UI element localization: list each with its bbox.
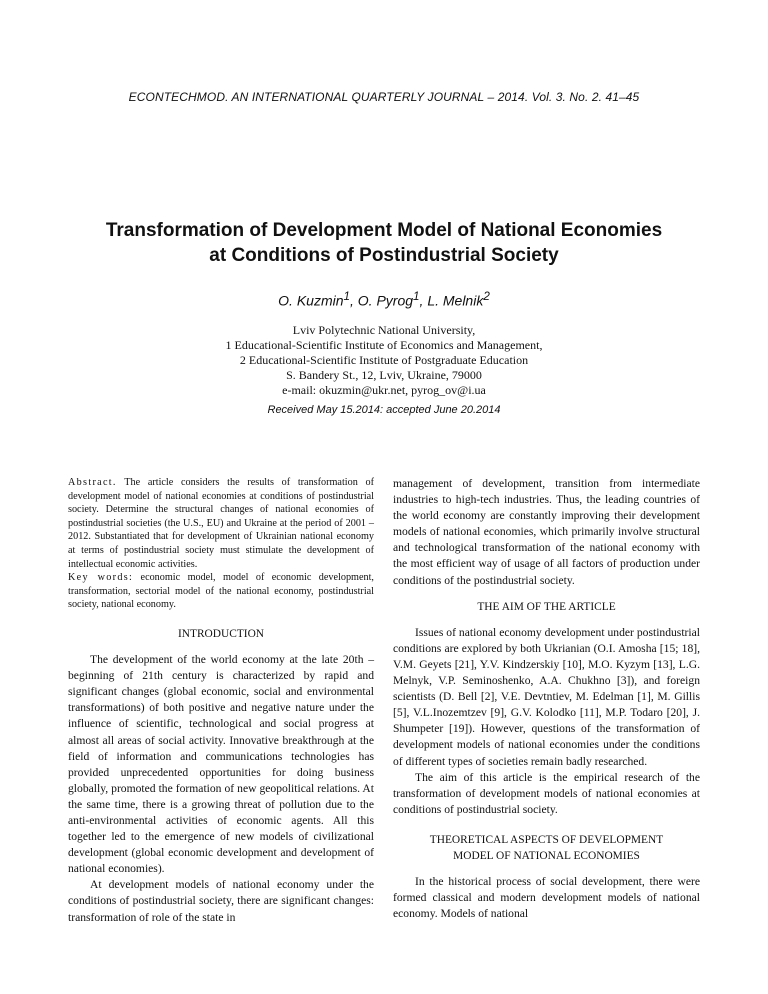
affiliation-line: Lviv Polytechnic National University, <box>292 323 476 337</box>
affiliation <box>0 323 768 398</box>
author-1-affil: 1 <box>343 290 351 303</box>
affiliation-line: e-mail: okuzmin@ukr.net, pyrog_ov@i.ua <box>282 383 486 397</box>
journal-header: ECONTECHMOD. AN INTERNATIONAL QUARTERLY JOURNAL – 2014. Vol. 3. No. 2. 41–45 <box>128 90 640 104</box>
intro-paragraph-2: At development models of national economy under the conditions of postindustrial society, there are significant changes: transformation of role of the state in <box>68 878 374 924</box>
affiliation-line: 1 Educational-Scientific Institute of Economics and Management, <box>225 338 543 352</box>
author-3-affil: 2 <box>483 290 490 303</box>
right-column <box>393 476 700 922</box>
keywords-text: economic model, model of economic development, transformation, sectorial model of the national economy, postindustrial society, national economy. <box>68 572 374 611</box>
intro-paragraph-1: The development of the world economy at the late 20th – beginning of 21th century is characterized by rapid and significant changes (global economic, social and environmental transformations) of both positive and negative nature under the influence of scientific, technological and social progress at almost all areas of social activity. Innovative breakthrough at the field of information and communications technologies has provided unprecedented opportunities for doing business globally, promoted the formation of new geopolitical relations. At the same time, there is a growing threat of pollution due to the anti-environmental activities of economic agents. All this together led to the emergence of new models of civilizational development (global economic development and development of national economies). <box>68 653 374 876</box>
author-1: O. Kuzmin <box>278 292 344 309</box>
affiliation-line: 2 Educational-Scientific Institute of Postgraduate Education <box>239 353 529 367</box>
author-2-affil: 1 <box>413 290 420 303</box>
title-line-1: Transformation of Development Model of National Economies <box>105 220 663 241</box>
title-line-2: at Conditions of Postindustrial Society <box>209 245 559 266</box>
keywords-label: Key words: <box>68 572 134 584</box>
abstract <box>68 476 374 571</box>
paper-title <box>60 218 708 268</box>
abstract-text: The article considers the results of transformation of development model of national economies at conditions of postindustrial society. Determine the structural changes of national economies of postindustrial societies (the U.S., EU) and Ukraine at the period of 2001 – 2012. Substantiated that for development of Ukrainian national economy at terms of postindustrial society must stimulate the development of intellectual economic activities. <box>68 477 374 570</box>
theory-heading-line-1: THEORETICAL ASPECTS OF DEVELOPMENT <box>429 833 664 846</box>
author-3: L. Melnik <box>427 292 484 309</box>
keywords <box>68 571 374 612</box>
intro-paragraph-2-continued: management of development, transition from intermediate industries to high-tech industries. Thus, the leading countries of the world economy are constantly improving their development models of national economies, which primarily involve structural and technological transformation of the national economy with the most efficient way of usage of all factors of production under conditions of the postindustrial society. <box>393 477 700 587</box>
received-date: Received May 15.2014: accepted June 20.2014 <box>267 404 501 416</box>
theory-heading-line-2: MODEL OF NATIONAL ECONOMIES <box>453 849 640 862</box>
authors: O. Kuzmin$^1$, O. Pyrog$^1$, L. Melnik$^2$ <box>278 290 490 309</box>
aim-paragraph-1: Issues of national economy development under postindustrial conditions are explored by both Ukrianian (O.I. Amosha [15; 18], V.M. Geyets [21], Y.V. Kindzerskiy [10], M.O. Kyzym [13], L.G. Melnyk, V.P. Seminoshenko, A.A. Chukhno [3]), and foreign scientists (D. Bell [2], V.E. Devtntiev, M. Edelman [1], M. Gillis [5], V.L.Inozemtzev [9], G.V. Kolodko [11], M.P. Todaro [20], J. Shumpeter [19]). However, questions of the transformation of development models of national economies under the conditions of different types of societies remain badly researched. <box>393 625 700 768</box>
abstract-label: Abstract. <box>68 477 117 488</box>
aim-paragraph-2: The aim of this article is the empirical research of the transformation of development models of national economies at conditions of postindustrial society. <box>393 770 700 816</box>
section-heading-introduction: INTRODUCTION <box>177 627 265 640</box>
left-column <box>68 476 374 926</box>
section-heading-theory <box>393 832 700 864</box>
section-heading-aim: THE AIM OF THE ARTICLE <box>477 600 616 613</box>
theory-paragraph-1: In the historical process of social development, there were formed classical and modern development models of national economy. Models of national <box>393 875 700 921</box>
affiliation-line: S. Bandery St., 12, Lviv, Ukraine, 79000 <box>286 368 482 382</box>
author-2: O. Pyrog <box>357 292 414 309</box>
